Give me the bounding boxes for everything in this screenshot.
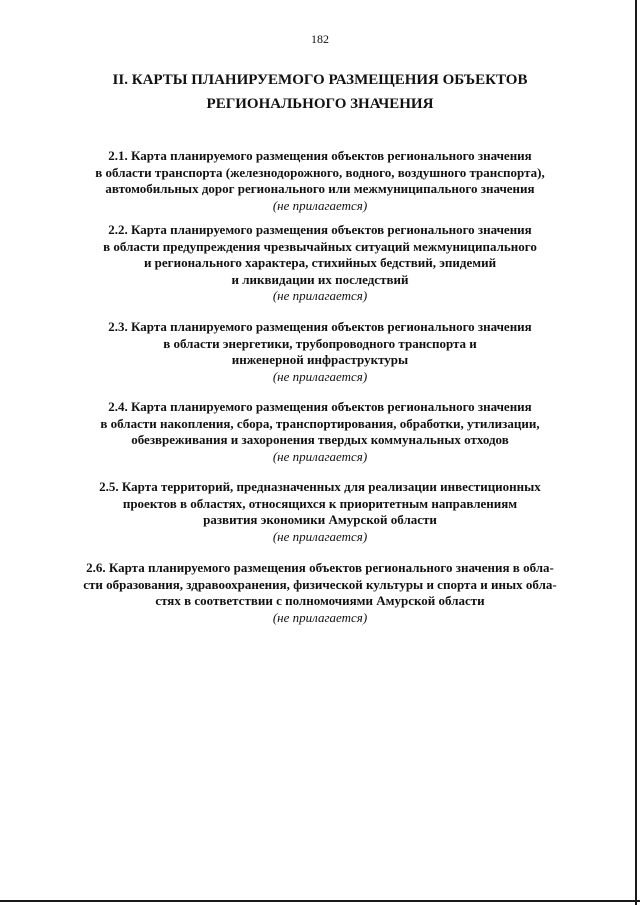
- map-item-2-6: [55, 560, 585, 626]
- item-note: (не прилагается): [272, 368, 368, 384]
- item-note: (не прилагается): [272, 288, 368, 303]
- item-note: (не прилагается): [272, 197, 368, 213]
- map-item-2-4: [55, 399, 585, 465]
- scan-edge-bottom: [0, 900, 640, 902]
- item-line: проектов в областях, относящихся к приоритетным направлениям: [122, 495, 518, 511]
- item-line: сти образования, здравоохранения, физической культуры и спорта и иных обла-: [83, 576, 557, 592]
- section-title: [60, 68, 580, 116]
- item-line: стях в соответствии с полномочиями Амурской области: [155, 593, 485, 608]
- item-line: 2.2. Карта планируемого размещения объектов регионального значения: [108, 222, 532, 237]
- map-item-2-1: [55, 148, 585, 214]
- item-line: в области транспорта (железнодорожного, водного, воздушного транспорта),: [95, 164, 545, 180]
- item-line: и регионального характера, стихийных бедствий, эпидемий: [143, 255, 497, 270]
- scan-edge-right: [635, 0, 637, 905]
- item-line: в области накопления, сбора, транспортирования, обработки, утилизации,: [100, 415, 540, 431]
- section-title-line-1: II. КАРТЫ ПЛАНИРУЕМОГО РАЗМЕЩЕНИЯ ОБЪЕКТОВ: [112, 72, 528, 88]
- item-line: развития экономики Амурской области: [203, 512, 437, 527]
- item-line: 2.5. Карта территорий, предназначенных для реализации инвестиционных: [99, 479, 541, 494]
- item-line: 2.1. Карта планируемого размещения объектов регионального значения: [108, 148, 532, 163]
- map-item-2-3: [55, 319, 585, 385]
- item-line: инженерной инфраструктуры: [231, 352, 409, 367]
- item-line: 2.4. Карта планируемого размещения объектов регионального значения: [108, 399, 532, 414]
- item-line: автомобильных дорог регионального или межмуниципального значения: [105, 181, 535, 196]
- item-note: (не прилагается): [272, 448, 368, 464]
- item-line: обезвреживания и захоронения твердых коммунальных отходов: [131, 432, 509, 447]
- item-line: и ликвидации их последствий: [231, 271, 409, 287]
- map-item-2-5: [55, 479, 585, 545]
- item-line: в области энергетики, трубопроводного транспорта и: [163, 335, 477, 351]
- item-note: (не прилагается): [272, 609, 368, 625]
- map-item-2-2: [55, 222, 585, 305]
- page-number: 182: [311, 32, 329, 46]
- item-line: в области предупреждения чрезвычайных ситуаций межмуниципального: [103, 238, 537, 254]
- section-title-line-2: РЕГИОНАЛЬНОГО ЗНАЧЕНИЯ: [206, 96, 434, 112]
- item-line: 2.3. Карта планируемого размещения объектов регионального значения: [108, 319, 532, 334]
- item-line: 2.6. Карта планируемого размещения объектов регионального значения в обла-: [86, 560, 554, 575]
- item-note: (не прилагается): [272, 528, 368, 544]
